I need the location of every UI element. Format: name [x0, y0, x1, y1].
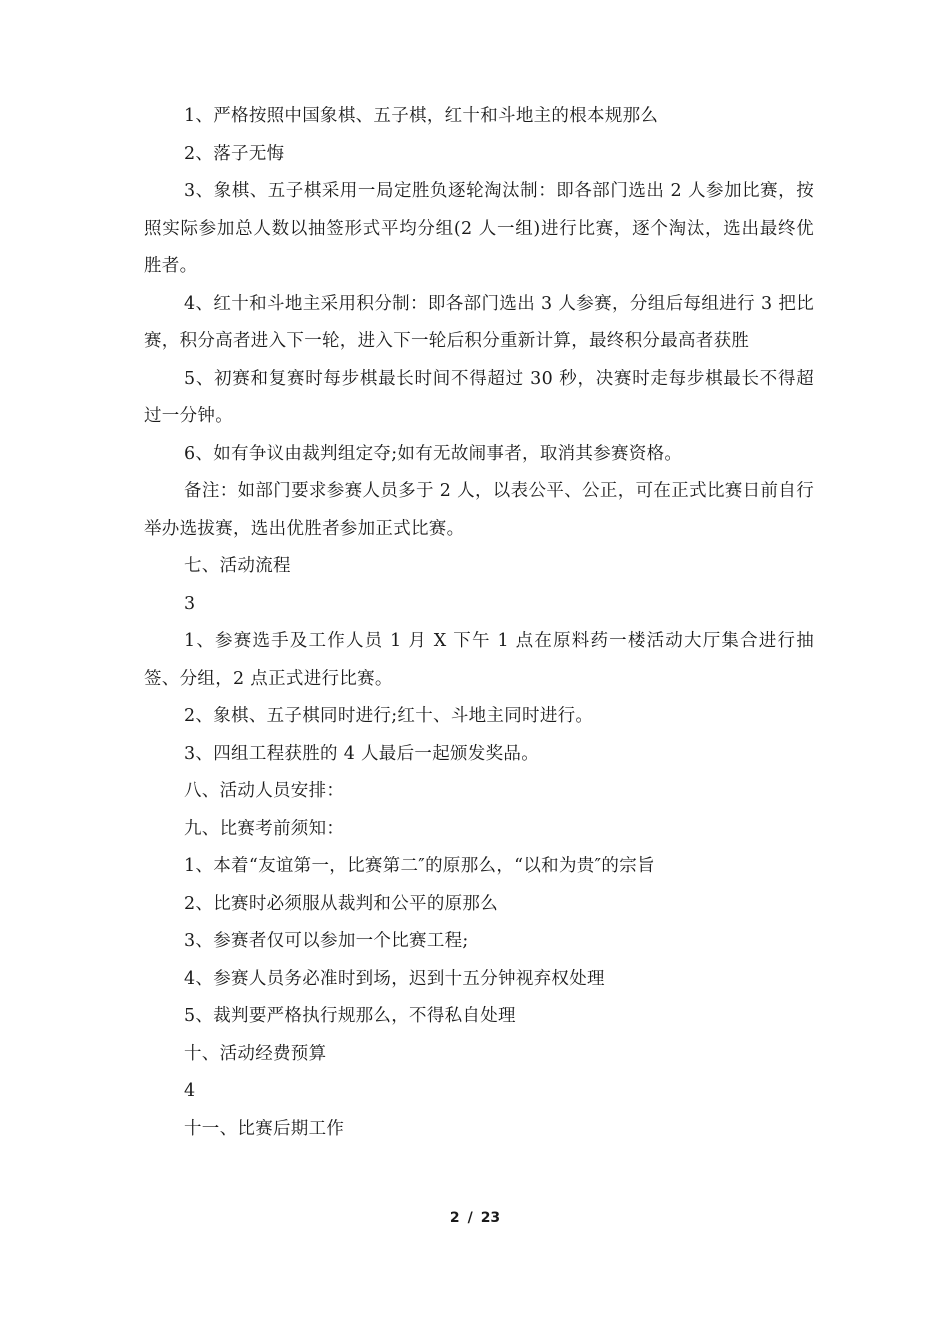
paragraph-rule-2: 2、落子无悔	[184, 143, 285, 164]
page-separator: /	[467, 1210, 473, 1226]
paragraph-process-1: 1、参赛选手及工作人员 1 月 X 下午 1 点在原料药一楼活动大厅集合进行抽签、分组，2 点正式进行比赛。	[144, 631, 814, 689]
paragraph-rule-6: 6、如有争议由裁判组定夺;如有无故闹事者，取消其参赛资格。	[184, 443, 683, 464]
page-current: 2	[449, 1210, 460, 1226]
paragraph-notice-5: 5、裁判要严格执行规那么，不得私自处理	[184, 1006, 516, 1026]
section-heading-followup: 十一、比赛后期工作	[184, 1118, 345, 1139]
paragraph-note: 备注：如部门要求参赛人员多于 2 人，以表公平、公正，可在正式比赛日前自行举办选拔赛，选出优胜者参加正式比赛。	[144, 481, 814, 539]
document-body	[144, 98, 814, 1148]
page-total: 23	[480, 1210, 501, 1226]
paragraph-notice-1: 1、本着“友谊第一，比赛第二″的原那么，“以和为贵″的宗旨	[184, 856, 655, 876]
section-heading-staff: 八、活动人员安排：	[184, 781, 345, 801]
paragraph-rule-5: 5、初赛和复赛时每步棋最长时间不得超过 30 秒，决赛时走每步棋最长不得超过一分钟。	[144, 368, 814, 426]
page-number-footer	[0, 1210, 950, 1226]
paragraph-process-2: 2、象棋、五子棋同时进行;红十、斗地主同时进行。	[184, 706, 594, 726]
paragraph-notice-3: 3、参赛者仅可以参加一个比赛工程;	[184, 931, 469, 951]
paragraph-rule-1: 1、严格按照中国象棋、五子棋，红十和斗地主的根本规那么	[184, 106, 659, 126]
paragraph-notice-2: 2、比赛时必须服从裁判和公平的原那么	[184, 893, 499, 914]
paragraph-process-3: 3、四组工程获胜的 4 人最后一起颁发奖品。	[184, 743, 539, 764]
paragraph-rule-3: 3、象棋、五子棋采用一局定胜负逐轮淘汰制：即各部门选出 2 人参加比赛，按照实际参加总人数以抽签形式平均分组(2 人一组)进行比赛，逐个淘汰，选出最终优胜者。	[144, 181, 814, 276]
paragraph-number-3: 3	[184, 593, 196, 614]
section-heading-budget: 十、活动经费预算	[184, 1043, 327, 1064]
paragraph-number-4: 4	[184, 1081, 196, 1101]
paragraph-rule-4: 4、红十和斗地主采用积分制：即各部门选出 3 人参赛，分组后每组进行 3 把比赛，积分高者进入下一轮，进入下一轮后积分重新计算，最终积分最高者获胜	[144, 293, 814, 351]
paragraph-notice-4: 4、参赛人员务必准时到场，迟到十五分钟视弃权处理	[184, 968, 605, 989]
section-heading-process: 七、活动流程	[184, 556, 291, 576]
section-heading-notice: 九、比赛考前须知：	[184, 818, 345, 839]
